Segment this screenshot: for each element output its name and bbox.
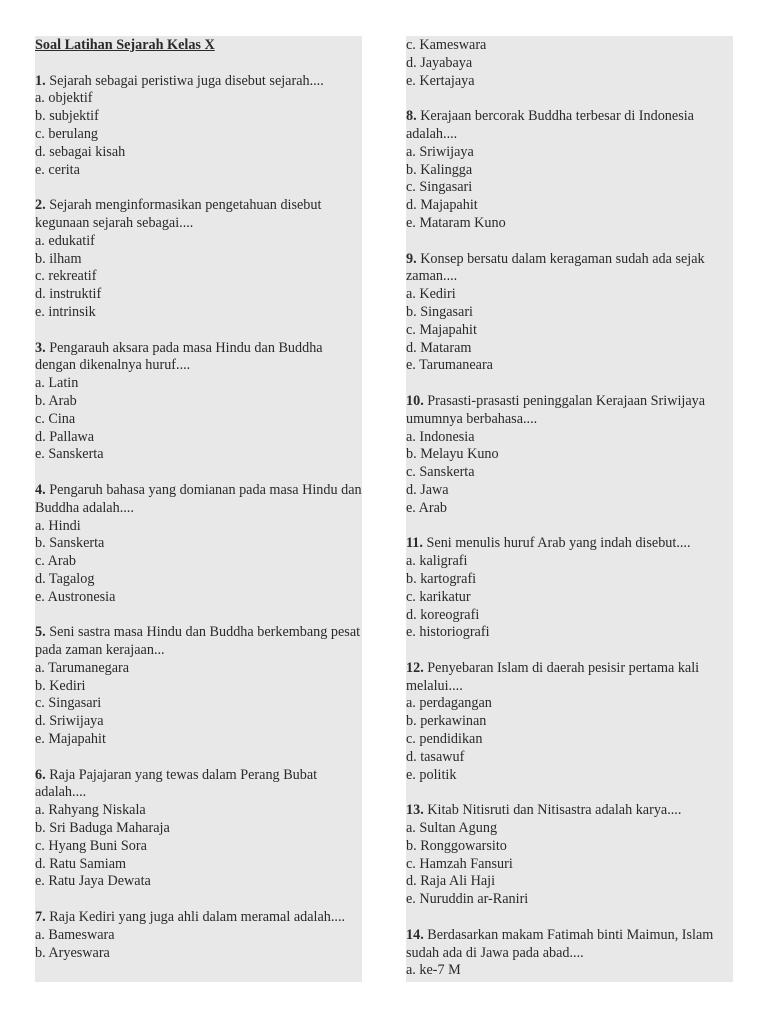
answer-option: a. Tarumanegara (35, 659, 130, 676)
answer-option: e. intrinsik (35, 303, 96, 320)
question-7-continuation (406, 37, 733, 90)
answer-option: e. Austronesia (35, 588, 116, 605)
answer-option: b. subjektif (35, 108, 99, 125)
question-number: 8. (406, 108, 417, 125)
question-text: Raja Pajajaran yang tewas dalam Perang Bubat adalah.... (35, 766, 318, 801)
answer-option: c. Hamzah Fansuri (406, 855, 513, 872)
question-stem (406, 535, 733, 553)
question-stem (35, 909, 362, 927)
left-question-list (35, 73, 362, 963)
question-stem (35, 482, 362, 518)
answer-option: b. kartografi (406, 570, 477, 587)
answer-option: b. perkawinan (406, 713, 487, 730)
answer-option: a. Indonesia (406, 428, 475, 445)
question-text: Kitab Nitisruti dan Nitisastra adalah karya.... (427, 802, 682, 819)
answer-option: e. politik (406, 766, 457, 783)
answer-option: b. ilham (35, 250, 82, 267)
answer-option: b. Singasari (406, 303, 473, 320)
question-item (35, 340, 362, 465)
answer-option: a. kaligrafi (406, 553, 468, 570)
answer-option: c. berulang (35, 125, 99, 142)
answer-option: e. Ratu Jaya Dewata (35, 873, 151, 890)
question-stem (35, 624, 362, 660)
question-text: Prasasti-prasasti peninggalan Kerajaan Sriwijaya umumnya berbahasa.... (406, 392, 706, 427)
answer-option: e. historiografi (406, 624, 490, 641)
answer-option: a. Sriwijaya (406, 143, 474, 160)
question-item (406, 535, 733, 642)
question-text: Raja Kediri yang juga ahli dalam meramal adalah.... (49, 909, 346, 926)
answer-option: b. Kediri (35, 677, 86, 694)
answer-option: a. Kediri (406, 286, 456, 303)
question-stem (406, 393, 733, 429)
answer-option: d. Raja Ali Haji (406, 873, 496, 890)
answer-option: d. tasawuf (406, 748, 465, 765)
question-item (35, 73, 362, 180)
answer-option: d. Ratu Samiam (35, 855, 127, 872)
question-stem (35, 340, 362, 376)
question-number: 5. (35, 624, 46, 641)
answer-option: c. Hyang Buni Sora (35, 837, 147, 854)
answer-option: a. objektif (35, 90, 93, 107)
document-title: Soal Latihan Sejarah Kelas X (35, 37, 215, 53)
question-number: 9. (406, 250, 417, 267)
question-text: Berdasarkan makam Fatimah binti Maimun, Islam sudah ada di Jawa pada abad.... (406, 926, 714, 961)
answer-option: d. Jayabaya (406, 54, 473, 71)
question-number: 4. (35, 481, 46, 498)
question-stem (406, 927, 733, 963)
answer-option: d. Tagalog (35, 570, 95, 587)
answer-option: e. Sanskerta (35, 446, 104, 463)
question-item (35, 482, 362, 607)
question-number: 12. (406, 659, 424, 676)
question-item (406, 660, 733, 785)
answer-option: a. edukatif (35, 232, 95, 249)
answer-option: a. perdagangan (406, 695, 492, 712)
question-item (406, 802, 733, 909)
question-item (35, 767, 362, 892)
answer-option: c. pendidikan (406, 731, 483, 748)
question-stem (406, 108, 733, 144)
answer-option: c. Singasari (406, 179, 473, 196)
answer-option: d. Jawa (406, 481, 449, 498)
answer-option: b. Kalingga (406, 161, 473, 178)
answer-option: d. koreografi (406, 606, 480, 623)
answer-option: c. Singasari (35, 695, 102, 712)
answer-option: b. Melayu Kuno (406, 446, 499, 463)
question-item (406, 108, 733, 233)
question-stem (406, 251, 733, 287)
answer-option: e. Mataram Kuno (406, 214, 506, 231)
question-item (35, 624, 362, 749)
question-number: 7. (35, 909, 46, 926)
question-number: 13. (406, 802, 424, 819)
answer-option: e. Tarumaneara (406, 357, 493, 374)
answer-option: a. ke-7 M (406, 962, 461, 979)
left-column (35, 36, 362, 982)
answer-option: b. Sanskerta (35, 535, 105, 552)
right-column (406, 36, 733, 982)
question-item (406, 393, 733, 518)
answer-option: c. Arab (35, 553, 76, 570)
question-item (35, 197, 362, 322)
question-text: Seni menulis huruf Arab yang indah disebut.... (426, 535, 691, 552)
right-question-list (406, 108, 733, 980)
answer-option: b. Ronggowarsito (406, 837, 507, 854)
title-spacer (35, 55, 362, 73)
question-item (406, 927, 733, 980)
question-item (35, 909, 362, 962)
answer-option: c. karikatur (406, 588, 471, 605)
answer-option: d. instruktif (35, 286, 102, 303)
answer-option: e. cerita (35, 161, 80, 178)
answer-option: d. Sriwijaya (35, 713, 104, 730)
answer-option: b. Arab (35, 392, 77, 409)
answer-option: a. Rahyang Niskala (35, 802, 146, 819)
question-text: Penyebaran Islam di daerah pesisir pertama kali melalui.... (406, 659, 700, 694)
question-number: 14. (406, 926, 424, 943)
question-text: Konsep bersatu dalam keragaman sudah ada sejak zaman.... (406, 250, 705, 285)
question-stem (406, 660, 733, 696)
answer-option: e. Majapahit (35, 731, 106, 748)
question-text: Pengaruh bahasa yang domianan pada masa Hindu dan Buddha adalah.... (35, 481, 362, 516)
answer-option: d. Pallawa (35, 428, 95, 445)
question-text: Sejarah menginformasikan pengetahuan disebut kegunaan sejarah sebagai.... (35, 197, 322, 231)
question-number: 2. (35, 197, 46, 214)
answer-option: d. Mataram (406, 339, 472, 356)
answer-option: a. Bameswara (35, 926, 115, 943)
question-text: Sejarah sebagai peristiwa juga disebut sejarah.... (49, 72, 324, 89)
question-stem (35, 767, 362, 803)
answer-option: c. Cina (35, 410, 76, 427)
question-text: Pengarauh aksara pada masa Hindu dan Buddha dengan dikenalnya huruf.... (35, 339, 323, 374)
question-text: Seni sastra masa Hindu dan Buddha berkembang pesat pada zaman kerajaan... (35, 624, 361, 659)
answer-option: c. Majapahit (406, 321, 477, 338)
answer-option: c. rekreatif (35, 268, 97, 285)
answer-option: b. Sri Baduga Maharaja (35, 820, 170, 837)
question-stem (35, 197, 362, 233)
question-number: 11. (406, 535, 423, 552)
answer-option: e. Nuruddin ar-Raniri (406, 891, 529, 908)
question-number: 1. (35, 72, 46, 89)
answer-option: c. Kameswara (406, 37, 487, 53)
question-number: 6. (35, 766, 46, 783)
question-text: Kerajaan bercorak Buddha terbesar di Indonesia adalah.... (406, 108, 694, 142)
question-item (406, 251, 733, 376)
answer-option: e. Kertajaya (406, 72, 475, 89)
question-number: 10. (406, 392, 424, 409)
question-number: 3. (35, 339, 46, 356)
answer-option: a. Hindi (35, 517, 81, 534)
answer-option: b. Aryeswara (35, 944, 110, 961)
question-stem (406, 802, 733, 820)
answer-option: d. sebagai kisah (35, 143, 126, 160)
answer-option: e. Arab (406, 499, 447, 516)
answer-option: c. Sanskerta (406, 464, 475, 481)
answer-option: a. Sultan Agung (406, 820, 498, 837)
answer-option: d. Majapahit (406, 197, 478, 214)
answer-option: a. Latin (35, 375, 79, 392)
question-stem (35, 73, 362, 91)
